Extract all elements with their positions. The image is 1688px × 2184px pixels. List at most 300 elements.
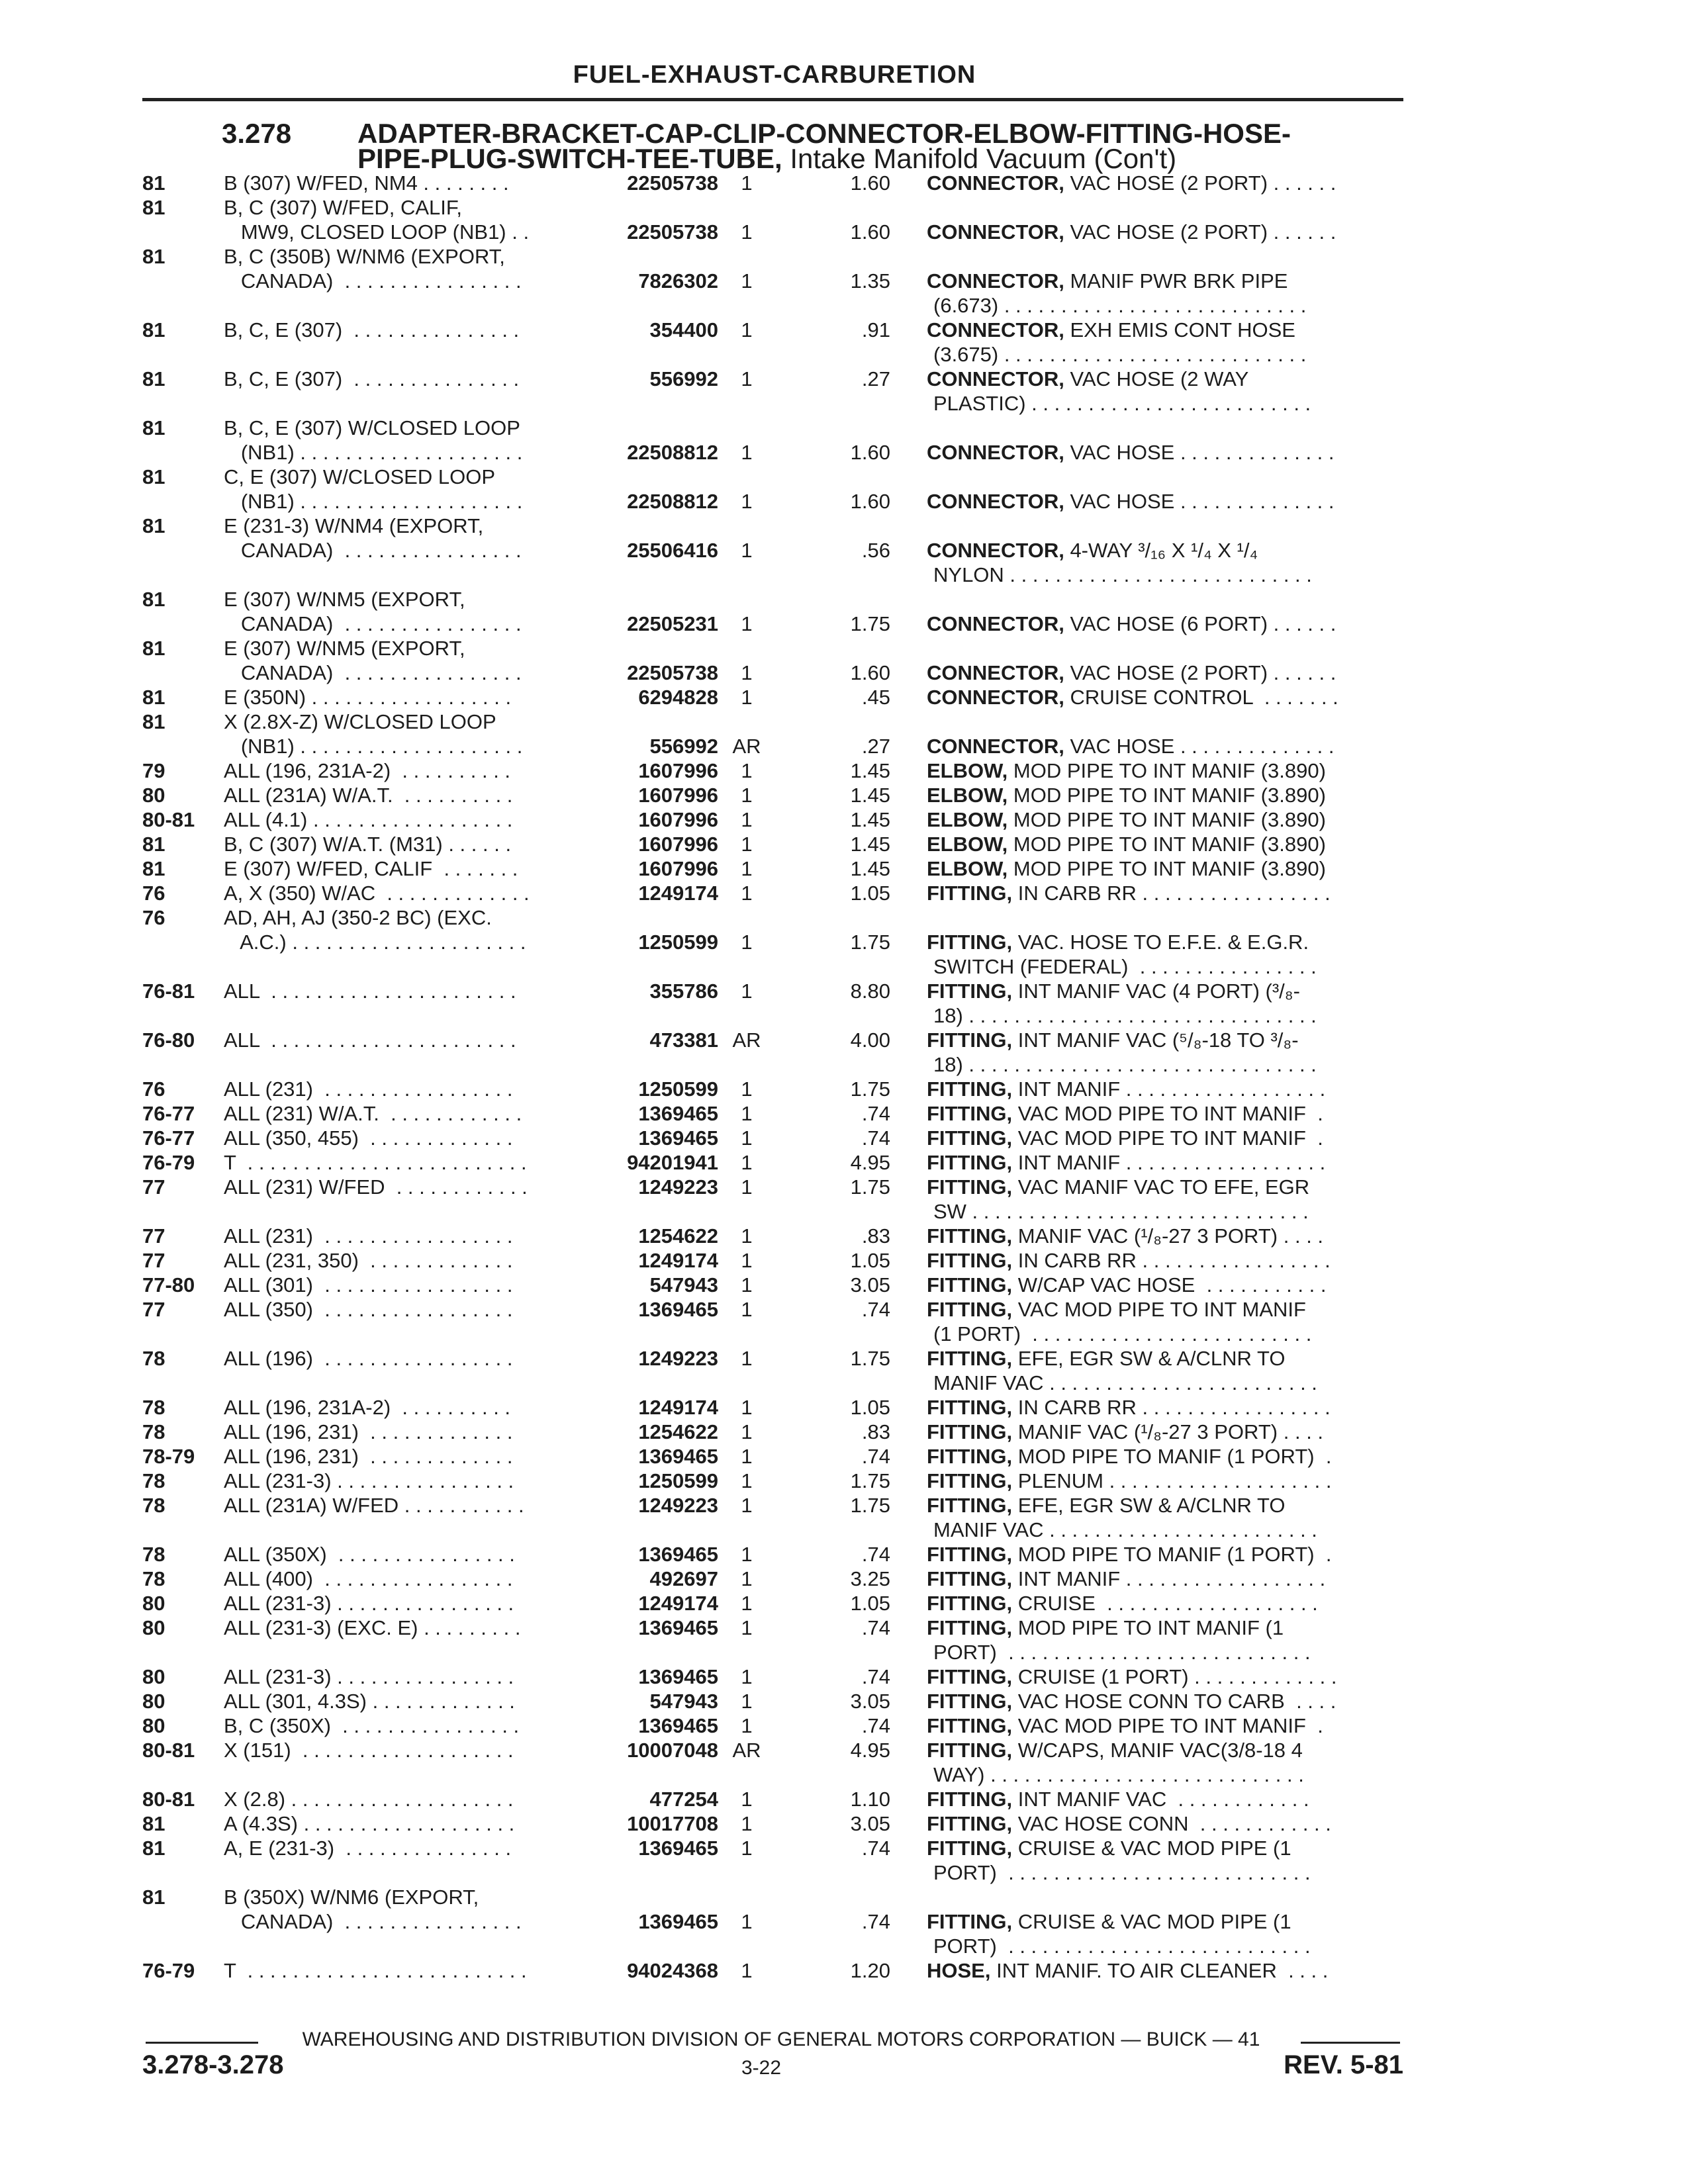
quantity: 1: [741, 612, 753, 635]
quantity: 1: [741, 1175, 753, 1199]
quantity: 1: [741, 1959, 753, 1982]
part-name: FITTING,: [927, 1690, 1013, 1713]
quantity: 1: [741, 1126, 753, 1150]
price: 1.75: [850, 612, 890, 635]
application-description: (NB1) . . . . . . . . . . . . . . . . . . . .: [224, 490, 523, 513]
model-years: 77: [142, 1249, 165, 1272]
application-description: E (307) W/NM5 (EXPORT,: [224, 588, 465, 611]
model-years: 81: [142, 245, 165, 268]
part-name-detail: VAC HOSE CONN TO CARB . . . .: [1012, 1690, 1336, 1713]
application-description: ALL (231, 350) . . . . . . . . . . . . .: [224, 1249, 513, 1272]
price: 3.05: [850, 1690, 890, 1713]
price: .27: [861, 735, 890, 758]
part-name: CONNECTOR,: [927, 612, 1064, 635]
part-name-continuation: SW . . . . . . . . . . . . . . . . . . . . . . . . . . . . . .: [933, 1200, 1309, 1223]
model-years: 81: [142, 857, 165, 880]
parts-row: [0, 783, 1688, 807]
application-description: ALL (196, 231A-2) . . . . . . . . . .: [224, 759, 511, 782]
price: 3.05: [850, 1812, 890, 1835]
part-name-detail: W/CAP VAC HOSE . . . . . . . . . . .: [1012, 1273, 1327, 1297]
parts-row: [0, 807, 1688, 832]
part-name-detail: MOD PIPE TO INT MANIF (3.890): [1008, 857, 1326, 880]
quantity: 1: [741, 931, 753, 954]
part-name-continuation: (6.673) . . . . . . . . . . . . . . . . . . . . . . . . . . .: [933, 294, 1307, 317]
part-number: 1607996: [638, 808, 718, 831]
part-name-detail: CRUISE . . . . . . . . . . . . . . . . . . .: [1012, 1592, 1318, 1615]
part-name: ELBOW,: [927, 857, 1008, 880]
part-number: 22508812: [627, 490, 718, 513]
quantity: 1: [741, 490, 753, 513]
footer-rule-right: [1301, 2042, 1400, 2044]
quantity: 1: [741, 1567, 753, 1590]
price: 1.45: [850, 808, 890, 831]
model-years: 76-79: [142, 1959, 195, 1982]
model-years: 81: [142, 318, 165, 341]
price: 1.45: [850, 759, 890, 782]
parts-row: [0, 416, 1688, 465]
quantity: 1: [741, 759, 753, 782]
quantity: 1: [741, 1543, 753, 1566]
application-description: ALL (231-3) . . . . . . . . . . . . . . . .: [224, 1665, 514, 1688]
part-name-line: [927, 440, 1403, 465]
price: .74: [861, 1714, 890, 1737]
parts-row: [0, 1444, 1688, 1469]
application-description: ALL (196, 231) . . . . . . . . . . . . .: [224, 1445, 513, 1468]
part-name: FITTING,: [927, 1665, 1013, 1688]
part-number: 1607996: [638, 784, 718, 807]
part-name-line: [927, 1493, 1403, 1518]
part-name: FITTING,: [927, 1739, 1013, 1762]
part-name-line: [927, 1591, 1403, 1615]
footer-rule-left: [146, 2042, 258, 2044]
part-name-detail: VAC. HOSE TO E.F.E. & E.G.R.: [1012, 931, 1309, 954]
application-description: E (307) W/FED, CALIF . . . . . . .: [224, 857, 518, 880]
part-name-line: [927, 1395, 1403, 1420]
part-name-detail: EFE, EGR SW & A/CLNR TO: [1012, 1347, 1286, 1370]
part-name-detail: VAC HOSE CONN . . . . . . . . . . . .: [1012, 1812, 1331, 1835]
application-description: ALL . . . . . . . . . . . . . . . . . . . . . .: [224, 1028, 516, 1052]
part-name-detail: IN CARB RR . . . . . . . . . . . . . . . . .: [1012, 1249, 1331, 1272]
price: .74: [861, 1837, 890, 1860]
application-description: B (350X) W/NM6 (EXPORT,: [224, 1886, 479, 1909]
part-name: CONNECTOR,: [927, 735, 1064, 758]
application-description: C, E (307) W/CLOSED LOOP: [224, 465, 495, 488]
part-name-detail: CRUISE CONTROL . . . . . . .: [1064, 686, 1338, 709]
part-number: 94201941: [627, 1151, 718, 1174]
quantity: 1: [741, 1690, 753, 1713]
application-description: B, C, E (307) W/CLOSED LOOP: [224, 416, 520, 439]
part-name-line: [927, 979, 1403, 1003]
part-name: FITTING,: [927, 1175, 1013, 1199]
part-name-line: [927, 1958, 1403, 1983]
model-years: 76: [142, 906, 165, 929]
quantity: 1: [741, 318, 753, 341]
application-description: T . . . . . . . . . . . . . . . . . . . . . . . . .: [224, 1151, 527, 1174]
part-name-detail: MOD PIPE TO INT MANIF (3.890): [1008, 759, 1326, 782]
model-years: 81: [142, 710, 165, 733]
part-number: 1369465: [638, 1445, 718, 1468]
footer-publisher: WAREHOUSING AND DISTRIBUTION DIVISION OF GENERAL MOTORS CORPORATION — BUICK — 41: [302, 2028, 1260, 2050]
part-number: 492697: [649, 1567, 718, 1590]
part-name: FITTING,: [927, 979, 1013, 1003]
quantity: 1: [741, 1249, 753, 1272]
quantity: 1: [741, 441, 753, 464]
parts-row: [0, 709, 1688, 758]
model-years: 81: [142, 1886, 165, 1909]
part-number: 1249223: [638, 1494, 718, 1517]
part-name: FITTING,: [927, 1812, 1013, 1835]
part-name-line: [927, 1689, 1403, 1713]
application-description: B, C (350B) W/NM6 (EXPORT,: [224, 245, 505, 268]
part-name-line: [927, 269, 1403, 293]
part-name-detail: PLENUM . . . . . . . . . . . . . . . . . . . .: [1012, 1469, 1332, 1492]
quantity: AR: [732, 1739, 761, 1762]
part-name-detail: 4-WAY ³/₁₆ X ¹/₄ X ¹/₄: [1064, 539, 1258, 562]
part-number: 1369465: [638, 1714, 718, 1737]
application-description: CANADA) . . . . . . . . . . . . . . . .: [224, 1910, 522, 1933]
part-name-detail: VAC MOD PIPE TO INT MANIF: [1012, 1298, 1306, 1321]
parts-row: [0, 1787, 1688, 1811]
price: .56: [861, 539, 890, 562]
part-name: CONNECTOR,: [927, 269, 1064, 293]
quantity: 1: [741, 857, 753, 880]
part-number: 22505738: [627, 661, 718, 684]
model-years: 78: [142, 1567, 165, 1590]
price: 8.80: [850, 979, 890, 1003]
part-number: 1369465: [638, 1102, 718, 1125]
part-name-detail: MANIF PWR BRK PIPE: [1064, 269, 1288, 293]
parts-row: [0, 1175, 1688, 1224]
footer-page-number: 3-22: [741, 2057, 782, 2079]
quantity: 1: [741, 1910, 753, 1933]
part-name-continuation: PLASTIC) . . . . . . . . . . . . . . . . . . . . . . . . .: [933, 392, 1311, 415]
price: .45: [861, 686, 890, 709]
parts-row: [0, 1126, 1688, 1150]
part-name: FITTING,: [927, 1469, 1013, 1492]
price: 1.75: [850, 1469, 890, 1492]
price: 1.45: [850, 857, 890, 880]
part-name: FITTING,: [927, 1224, 1013, 1248]
model-years: 77: [142, 1175, 165, 1199]
model-years: 81: [142, 465, 165, 488]
part-name-detail: CRUISE & VAC MOD PIPE (1: [1012, 1910, 1291, 1933]
part-number: 1254622: [638, 1224, 718, 1248]
quantity: 1: [741, 220, 753, 244]
part-name: FITTING,: [927, 1273, 1013, 1297]
part-name: CONNECTOR,: [927, 539, 1064, 562]
part-name-line: [927, 807, 1403, 832]
price: 1.05: [850, 1396, 890, 1419]
part-name-line: [927, 1664, 1403, 1689]
part-name-continuation: (1 PORT) . . . . . . . . . . . . . . . . . . . . . . . . .: [933, 1322, 1312, 1345]
price: 1.05: [850, 1249, 890, 1272]
quantity: 1: [741, 367, 753, 390]
part-number: 1249223: [638, 1347, 718, 1370]
application-description: ALL (301, 4.3S) . . . . . . . . . . . . .: [224, 1690, 515, 1713]
part-name-line: [927, 1542, 1403, 1567]
parts-row: [0, 1836, 1688, 1885]
part-name-line: [927, 1224, 1403, 1248]
part-number: 22505738: [627, 220, 718, 244]
application-description: A, X (350) W/AC . . . . . . . . . . . . .: [224, 882, 530, 905]
part-name-line: [927, 660, 1403, 685]
model-years: 76-77: [142, 1126, 195, 1150]
model-years: 79: [142, 759, 165, 782]
part-name: ELBOW,: [927, 833, 1008, 856]
part-name-detail: VAC HOSE . . . . . . . . . . . . . .: [1064, 735, 1335, 758]
part-name-line: [927, 1175, 1403, 1199]
part-name: FITTING,: [927, 1420, 1013, 1443]
part-number: 7826302: [638, 269, 718, 293]
part-name-detail: CRUISE & VAC MOD PIPE (1: [1012, 1837, 1291, 1860]
parts-row: [0, 1689, 1688, 1713]
price: 1.75: [850, 1494, 890, 1517]
part-number: 1369465: [638, 1665, 718, 1688]
part-name-detail: INT MANIF VAC (⁵/₈-18 TO ³/₈-: [1012, 1028, 1299, 1052]
part-name-line: [927, 1248, 1403, 1273]
application-description: ALL (231A) W/FED . . . . . . . . . . .: [224, 1494, 524, 1517]
part-name: CONNECTOR,: [927, 220, 1064, 244]
part-number: 1369465: [638, 1910, 718, 1933]
part-name-line: [927, 489, 1403, 514]
part-name-detail: INT MANIF. TO AIR CLEANER . . . .: [990, 1959, 1329, 1982]
part-name-detail: MOD PIPE TO INT MANIF (3.890): [1008, 808, 1326, 831]
part-name-detail: MOD PIPE TO MANIF (1 PORT) .: [1012, 1445, 1332, 1468]
part-name: FITTING,: [927, 1126, 1013, 1150]
model-years: 76-77: [142, 1102, 195, 1125]
part-number: 1249174: [638, 1396, 718, 1419]
model-years: 81: [142, 514, 165, 537]
part-number: 1249223: [638, 1175, 718, 1199]
application-description: ALL (4.1) . . . . . . . . . . . . . . . . . .: [224, 808, 513, 831]
quantity: 1: [741, 686, 753, 709]
part-name-continuation: MANIF VAC . . . . . . . . . . . . . . . . . . . . . . . .: [933, 1518, 1317, 1541]
part-number: 1250599: [638, 931, 718, 954]
parts-row: [0, 905, 1688, 979]
price: 3.25: [850, 1567, 890, 1590]
quantity: 1: [741, 1102, 753, 1125]
price: 1.10: [850, 1788, 890, 1811]
application-description: CANADA) . . . . . . . . . . . . . . . .: [224, 269, 522, 293]
quantity: 1: [741, 1224, 753, 1248]
part-number: 1607996: [638, 857, 718, 880]
part-name-line: [927, 930, 1403, 954]
model-years: 78: [142, 1420, 165, 1443]
part-name-line: [927, 881, 1403, 905]
part-name: CONNECTOR,: [927, 171, 1064, 195]
quantity: 1: [741, 784, 753, 807]
model-years: 80-81: [142, 1788, 195, 1811]
price: 1.35: [850, 269, 890, 293]
part-number: 1250599: [638, 1469, 718, 1492]
application-description: E (307) W/NM5 (EXPORT,: [224, 637, 465, 660]
price: .74: [861, 1126, 890, 1150]
model-years: 76: [142, 882, 165, 905]
part-name-line: [927, 1297, 1403, 1322]
part-name: FITTING,: [927, 1910, 1013, 1933]
model-years: 77: [142, 1298, 165, 1321]
model-years: 80-81: [142, 808, 195, 831]
quantity: 1: [741, 833, 753, 856]
part-name-line: [927, 220, 1403, 244]
part-name: FITTING,: [927, 1714, 1013, 1737]
model-years: 81: [142, 196, 165, 219]
quantity: 1: [741, 661, 753, 684]
model-years: 81: [142, 1837, 165, 1860]
quantity: 1: [741, 1592, 753, 1615]
part-name-detail: VAC HOSE (2 WAY: [1064, 367, 1249, 390]
application-description: A.C.) . . . . . . . . . . . . . . . . . . . . .: [224, 931, 526, 954]
quantity: 1: [741, 979, 753, 1003]
part-name-detail: INT MANIF . . . . . . . . . . . . . . . . . .: [1012, 1077, 1326, 1101]
part-name-continuation: SWITCH (FEDERAL) . . . . . . . . . . . . . . . .: [933, 955, 1317, 978]
quantity: 1: [741, 1151, 753, 1174]
model-years: 81: [142, 367, 165, 390]
price: 1.75: [850, 1347, 890, 1370]
price: 1.60: [850, 220, 890, 244]
price: .74: [861, 1445, 890, 1468]
part-name: FITTING,: [927, 1077, 1013, 1101]
part-name: FITTING,: [927, 1494, 1013, 1517]
parts-row: [0, 685, 1688, 709]
parts-row: [0, 1224, 1688, 1248]
part-number: 1369465: [638, 1543, 718, 1566]
footer-revision: REV. 5-81: [1284, 2050, 1403, 2079]
part-name-detail: VAC HOSE (2 PORT) . . . . . .: [1064, 171, 1336, 195]
model-years: 80: [142, 1592, 165, 1615]
part-name-continuation: 18) . . . . . . . . . . . . . . . . . . . . . . . . . . . . . . .: [933, 1004, 1317, 1027]
quantity: 1: [741, 1347, 753, 1370]
section-title-line-2-bold: PIPE-PLUG-SWITCH-TEE-TUBE,: [357, 143, 790, 174]
part-name-detail: EFE, EGR SW & A/CLNR TO: [1012, 1494, 1286, 1517]
part-name-continuation: PORT) . . . . . . . . . . . . . . . . . . . . . . . . . . .: [933, 1641, 1311, 1664]
part-number: 10017708: [627, 1812, 718, 1835]
part-name: ELBOW,: [927, 759, 1008, 782]
model-years: 81: [142, 686, 165, 709]
model-years: 78-79: [142, 1445, 195, 1468]
application-description: CANADA) . . . . . . . . . . . . . . . .: [224, 661, 522, 684]
part-name-line: [927, 1811, 1403, 1836]
application-description: X (151) . . . . . . . . . . . . . . . . . . .: [224, 1739, 514, 1762]
parts-row: [0, 367, 1688, 416]
part-number: 547943: [649, 1273, 718, 1297]
part-number: 1607996: [638, 759, 718, 782]
parts-row: [0, 1738, 1688, 1787]
application-description: A (4.3S) . . . . . . . . . . . . . . . . . . .: [224, 1812, 515, 1835]
part-number: 94024368: [627, 1959, 718, 1982]
model-years: 76: [142, 1077, 165, 1101]
parts-row: [0, 856, 1688, 881]
quantity: 1: [741, 1445, 753, 1468]
part-name-detail: MANIF VAC (¹/₈-27 3 PORT) . . . .: [1012, 1420, 1324, 1443]
price: 1.75: [850, 1175, 890, 1199]
part-name-detail: VAC MOD PIPE TO INT MANIF .: [1012, 1714, 1323, 1737]
price: 1.75: [850, 931, 890, 954]
part-name: ELBOW,: [927, 808, 1008, 831]
part-name-continuation: WAY) . . . . . . . . . . . . . . . . . . . . . . . . . . . .: [933, 1763, 1304, 1786]
part-name-continuation: PORT) . . . . . . . . . . . . . . . . . . . . . . . . . . .: [933, 1861, 1311, 1884]
part-name: FITTING,: [927, 1543, 1013, 1566]
part-number: 1369465: [638, 1298, 718, 1321]
quantity: 1: [741, 1396, 753, 1419]
parts-row: [0, 1248, 1688, 1273]
part-name: ELBOW,: [927, 784, 1008, 807]
part-name-detail: VAC MOD PIPE TO INT MANIF .: [1012, 1102, 1323, 1125]
part-name-line: [927, 783, 1403, 807]
part-name-line: [927, 1150, 1403, 1175]
part-number: 1250599: [638, 1077, 718, 1101]
part-name-line: [927, 1787, 1403, 1811]
application-description: ALL (196, 231) . . . . . . . . . . . . .: [224, 1420, 513, 1443]
part-name-line: [927, 1077, 1403, 1101]
part-name: CONNECTOR,: [927, 661, 1064, 684]
part-name-line: [927, 1567, 1403, 1591]
part-name-detail: IN CARB RR . . . . . . . . . . . . . . . . .: [1012, 1396, 1331, 1419]
model-years: 81: [142, 171, 165, 195]
parts-row: [0, 832, 1688, 856]
price: 1.45: [850, 784, 890, 807]
parts-row: [0, 1591, 1688, 1615]
part-name-line: [927, 685, 1403, 709]
model-years: 81: [142, 833, 165, 856]
application-description: ALL (231) . . . . . . . . . . . . . . . . .: [224, 1224, 513, 1248]
application-description: ALL . . . . . . . . . . . . . . . . . . . . . .: [224, 979, 516, 1003]
part-name-detail: VAC HOSE . . . . . . . . . . . . . .: [1064, 490, 1335, 513]
part-name: FITTING,: [927, 1567, 1013, 1590]
price: 1.05: [850, 1592, 890, 1615]
part-name-line: [927, 1836, 1403, 1860]
model-years: 80: [142, 1616, 165, 1639]
part-name: FITTING,: [927, 931, 1013, 954]
price: .83: [861, 1224, 890, 1248]
model-years: 81: [142, 416, 165, 439]
parts-row: [0, 636, 1688, 685]
part-name-line: [927, 1420, 1403, 1444]
part-name: CONNECTOR,: [927, 490, 1064, 513]
part-number: 355786: [649, 979, 718, 1003]
application-description: ALL (196) . . . . . . . . . . . . . . . . .: [224, 1347, 513, 1370]
section-number: 3.278: [222, 118, 292, 149]
parts-row: [0, 1273, 1688, 1297]
part-number: 477254: [649, 1788, 718, 1811]
application-description: (NB1) . . . . . . . . . . . . . . . . . . . .: [224, 441, 523, 464]
part-name-detail: VAC HOSE . . . . . . . . . . . . . .: [1064, 441, 1335, 464]
part-name-line: [927, 832, 1403, 856]
quantity: 1: [741, 1616, 753, 1639]
part-number: 22508812: [627, 441, 718, 464]
application-description: ALL (301) . . . . . . . . . . . . . . . . .: [224, 1273, 513, 1297]
application-description: ALL (231-3) . . . . . . . . . . . . . . . .: [224, 1469, 514, 1492]
part-name-detail: CRUISE (1 PORT) . . . . . . . . . . . . .: [1012, 1665, 1337, 1688]
header-rule: [142, 98, 1403, 101]
section-title-line-2: [357, 143, 1176, 175]
parts-row: [0, 758, 1688, 783]
parts-row: [0, 1567, 1688, 1591]
part-name: FITTING,: [927, 1837, 1013, 1860]
application-description: X (2.8) . . . . . . . . . . . . . . . . . . . .: [224, 1788, 514, 1811]
model-years: 78: [142, 1543, 165, 1566]
application-description: X (2.8X-Z) W/CLOSED LOOP: [224, 710, 496, 733]
part-name: FITTING,: [927, 1151, 1013, 1174]
price: 1.60: [850, 441, 890, 464]
price: 4.95: [850, 1151, 890, 1174]
part-number: 1369465: [638, 1837, 718, 1860]
quantity: 1: [741, 1788, 753, 1811]
part-name: FITTING,: [927, 1347, 1013, 1370]
parts-row: [0, 1493, 1688, 1542]
part-name-detail: VAC HOSE (2 PORT) . . . . . .: [1064, 661, 1336, 684]
part-name: CONNECTOR,: [927, 441, 1064, 464]
